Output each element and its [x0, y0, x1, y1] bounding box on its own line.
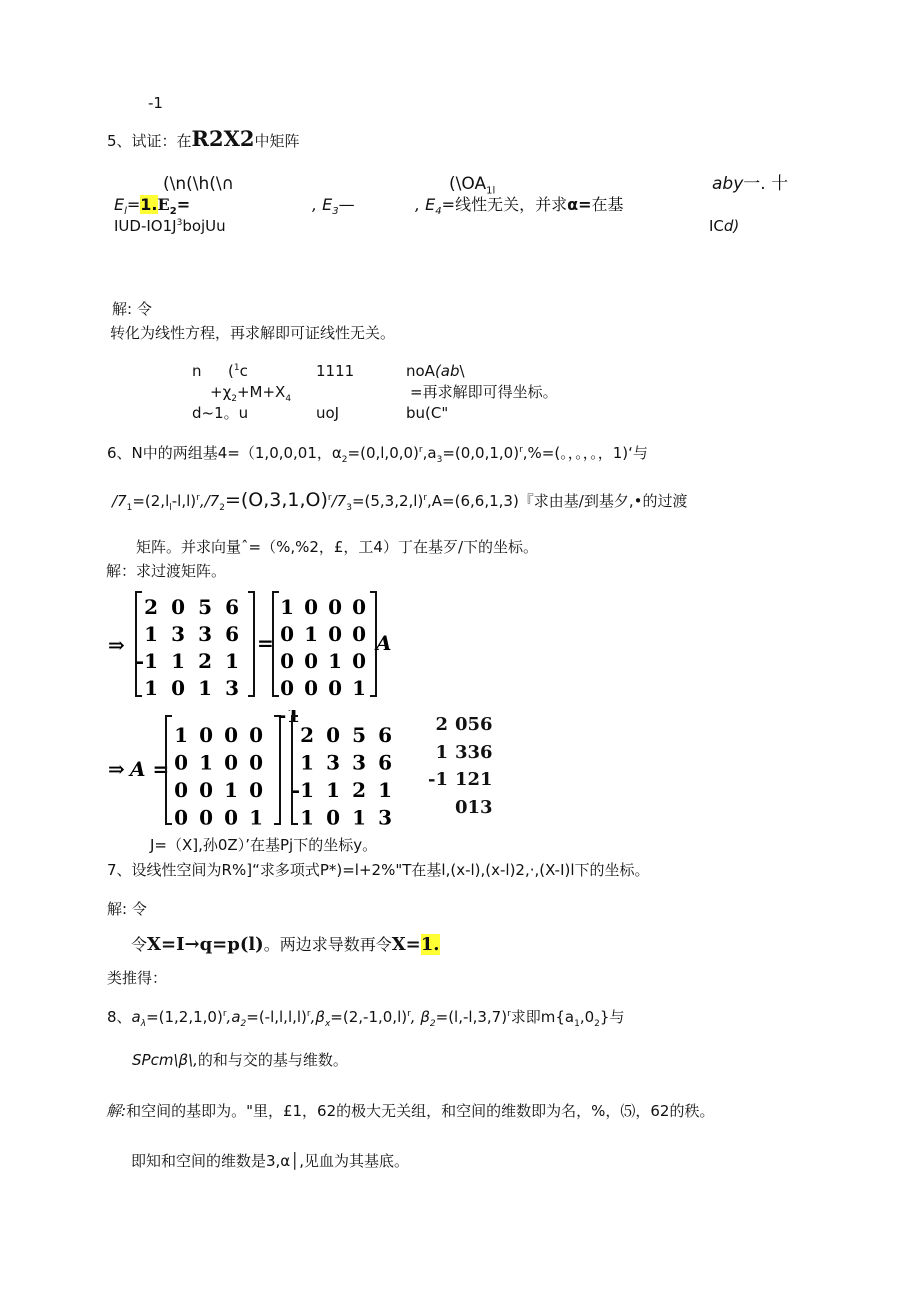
text: \: [459, 362, 465, 380]
text: λ: [140, 1019, 147, 1029]
matrix-cell: 3: [326, 750, 340, 775]
matrix-cell: 0: [352, 622, 366, 646]
matrix-cell: 1: [300, 805, 314, 828]
text: (: [228, 362, 234, 380]
matrix-cell: 3: [352, 750, 366, 775]
matrix-cell: 1: [328, 649, 342, 673]
matrix-cell: 0: [171, 595, 185, 619]
text: c: [239, 362, 248, 380]
matrix-cell: 0: [352, 595, 366, 619]
bracket: [273, 592, 279, 696]
text: R2X2: [191, 126, 255, 151]
text: , β: [410, 1008, 430, 1026]
text: 1: [233, 363, 240, 373]
text: 在基: [591, 195, 624, 214]
bracket: [292, 716, 298, 824]
text: r: [306, 1009, 311, 1019]
text: 的和与交的基与维数。: [197, 1051, 348, 1069]
text: 1: [574, 1019, 580, 1029]
text: =(2,-1,0,l): [330, 1008, 408, 1026]
matrix-cell: 5: [198, 595, 212, 619]
matrix-cell: 1: [144, 676, 158, 700]
matrix-cell: 0: [280, 649, 294, 673]
solution-8-line1: [106, 1102, 714, 1120]
text: 3: [346, 503, 352, 513]
matrix-cell: 0: [304, 676, 318, 700]
matrix-cell: -1: [291, 778, 314, 802]
eq-row3-a: d~1。u: [192, 404, 249, 422]
matrix-cell: 2: [144, 595, 158, 619]
text: =: [126, 195, 141, 214]
text: 4: [285, 394, 292, 404]
eq-row1-c: 1111: [316, 362, 355, 380]
side-column-cell: 121: [455, 769, 493, 790]
text: 中矩阵: [254, 132, 300, 150]
eq-row3-c: bu(C": [406, 404, 449, 422]
matrix-cell: 6: [378, 723, 392, 747]
bracket: [274, 716, 280, 824]
solution-7-induction: 类推得：: [107, 969, 168, 987]
text: r: [196, 493, 200, 503]
side-column-cell: 1: [435, 741, 448, 763]
matrix-cell: 1: [352, 676, 366, 700]
matrix-equation-2-svg: [108, 710, 408, 828]
text: 8、: [107, 1008, 132, 1026]
inverse-superscript: -1: [278, 710, 301, 727]
text: =: [176, 195, 191, 214]
text: bojUu: [182, 217, 226, 235]
matrix-cell: 0: [224, 750, 238, 775]
text: r: [327, 493, 332, 503]
matrix-m3: [174, 723, 263, 828]
matrix-A-label: A =: [130, 757, 170, 781]
text: ,%=(。，。，。，1)‘与: [522, 444, 648, 462]
matrix-equation-1: [108, 588, 408, 704]
matrix-m4: [292, 723, 392, 828]
text: =(-l,l,l,l): [246, 1008, 307, 1026]
text: =(1,2,1,0): [146, 1008, 223, 1026]
matrix-cell: 0: [174, 778, 188, 802]
matrix-cell: 0: [171, 676, 185, 700]
matrix-cell: 1: [300, 750, 314, 775]
matrix-cell: 0: [352, 649, 366, 673]
eq-row2-text: =再求解即可得坐标。: [410, 383, 558, 401]
text: , E: [312, 195, 333, 214]
text: r: [407, 1009, 411, 1019]
text: α=: [567, 195, 592, 214]
problem-5-heading: [107, 126, 300, 151]
text: /7: [331, 492, 347, 510]
matrix-cell: 6: [378, 750, 392, 775]
text: 2: [341, 455, 348, 465]
matrix-cell: 2: [300, 723, 314, 747]
text: ,A=(6,6,1,3)『求由基/到基夕,•的过渡: [427, 492, 688, 510]
text: 2: [231, 394, 237, 404]
text: 令: [131, 935, 148, 954]
side-column-cell: -1: [428, 769, 448, 790]
matrix-cell: 3: [171, 622, 185, 646]
matrix-cell: 2: [352, 778, 366, 802]
text: r: [222, 1009, 227, 1019]
problem-6-line2: [112, 489, 687, 514]
implies-symbol: ⇒: [108, 757, 125, 781]
bracket: [136, 592, 142, 696]
text: 2: [240, 1019, 247, 1029]
text: -l,l): [171, 492, 197, 510]
matrix-cell: 1: [198, 676, 212, 700]
text: 3: [176, 218, 183, 228]
text: 求即m{a: [510, 1008, 575, 1026]
matrix-cell: -1: [135, 649, 158, 673]
text: (\OA: [449, 174, 487, 194]
matrix-cell: 0: [224, 805, 238, 828]
matrix-cell: 0: [304, 595, 318, 619]
text: l: [169, 503, 172, 513]
solution-7-derivative: [131, 934, 440, 956]
problem-8-line2: [132, 1051, 348, 1069]
text: =(l,-l,3,7): [435, 1008, 508, 1026]
matrix-cell: 1: [174, 723, 188, 747]
text: d): [723, 217, 740, 235]
text: =(O,3,1,O): [224, 489, 328, 511]
text: 2: [219, 503, 225, 513]
text: ,a: [422, 444, 437, 462]
text: aby: [712, 174, 744, 194]
matrix-cell: 0: [199, 778, 213, 802]
text: IC: [709, 217, 724, 235]
text: 2: [429, 1019, 436, 1029]
text: =(2,l: [132, 492, 170, 510]
matrix-cell: 5: [352, 723, 366, 747]
text: 1l: [486, 185, 496, 197]
bracket: [248, 592, 254, 696]
side-column-cell: 013: [455, 796, 493, 818]
eq-row1-b: [228, 362, 248, 380]
solution-6-coord: J=（X],孙0Z）’在基Pj下的坐标y。: [150, 836, 378, 854]
matrix-cell: 0: [174, 750, 188, 775]
matrix-cell: 1: [225, 649, 239, 673]
text: ,a: [226, 1008, 241, 1026]
text: 3: [436, 455, 443, 465]
matrix-equation-2: [108, 710, 408, 832]
equals-sign: =: [257, 631, 274, 655]
matrix-cell: 1: [378, 778, 392, 802]
matrix-cell: 1: [352, 805, 366, 828]
text: x: [324, 1019, 331, 1029]
text: ,0: [579, 1008, 595, 1026]
text: r: [423, 493, 428, 503]
problem-6-line3: 矩阵。并求向量ˆ=（%,%2，£，工4）丁在基歹/下的坐标。: [136, 538, 539, 556]
eq-row2: [210, 383, 291, 405]
side-column-1: [420, 711, 448, 821]
matrix-cell: 1: [249, 805, 263, 828]
text: 3: [332, 206, 339, 218]
matrix-cell: 1: [171, 649, 185, 673]
matrix-cell: 0: [326, 805, 340, 828]
matrix-cell: 0: [249, 778, 263, 802]
matrix-m2: [280, 595, 366, 700]
matrix-cell: 0: [174, 805, 188, 828]
matrix-cell: 0: [199, 805, 213, 828]
text: 5、试证：在: [107, 132, 192, 150]
matrix-cell: 0: [326, 723, 340, 747]
matrix-cell: 1: [304, 622, 318, 646]
solution-6-heading: 解：求过渡矩阵。: [106, 562, 227, 580]
matrix-equation-1-svg: [108, 588, 408, 700]
text: E: [157, 195, 170, 214]
matrix-alpha-bottom: [709, 217, 739, 235]
side-column-cell: 2: [435, 714, 448, 735]
text: 和空间的基即为。"里，£1，62的极大无关组，和空间的维数即为名，%，⑸，62的秩。: [126, 1102, 715, 1120]
text: r: [418, 445, 423, 455]
matrix-cell: 0: [199, 723, 213, 747]
text: ,/7: [199, 492, 220, 510]
line-minus-one: -1: [148, 94, 163, 112]
matrix-row-bottom: [114, 217, 226, 235]
matrix-cell: 6: [225, 622, 239, 646]
text: ,β: [310, 1008, 325, 1026]
text: , E: [415, 195, 436, 214]
matrix-cell: 1: [326, 778, 340, 802]
matrix-A-label: A: [376, 631, 392, 655]
text: =线性无关，并求: [441, 195, 568, 214]
solution-8-line2: 即知和空间的维数是3,α│,见血为其基底。: [131, 1152, 409, 1170]
text: r: [519, 445, 523, 455]
eq-row1-d: [406, 362, 465, 380]
text: (ab: [434, 362, 460, 380]
text: 4: [435, 206, 442, 218]
matrix-cell: 1: [280, 595, 294, 619]
matrix-cell: 0: [280, 676, 294, 700]
matrix-cell: 3: [378, 805, 392, 828]
solution-7-let: 解: 令: [107, 900, 147, 918]
text: 解:: [106, 1102, 127, 1120]
matrix-alpha-top: [712, 174, 788, 194]
matrix-cell: 6: [225, 595, 239, 619]
text: 2: [169, 206, 177, 218]
text: a: [131, 1008, 141, 1026]
text: +M+X: [236, 383, 286, 401]
problem-8-line1: [107, 1008, 624, 1030]
side-column-cell: 056: [455, 714, 493, 735]
matrix-cell: 1: [199, 750, 213, 775]
text: X=I→q=p(l): [147, 934, 264, 955]
problem-7: 7、设线性空间为R%]“求多项式P*)=l+2%"T在基l,(x-l),(x-l)2,·,(X-I)l下的坐标。: [107, 861, 650, 879]
side-column-cell: [420, 794, 448, 822]
matrix-cell: 1: [144, 622, 158, 646]
text: IUD-IO1J: [114, 217, 177, 235]
matrix-cell: 2: [198, 649, 212, 673]
highlight: 1.: [140, 195, 158, 214]
matrix-names-row: [114, 195, 190, 218]
problem-6-line1: [107, 444, 648, 466]
text: 2: [594, 1019, 600, 1029]
highlight: 1.: [420, 934, 440, 955]
text: 1: [126, 503, 133, 513]
matrix-cell: 0: [249, 750, 263, 775]
matrix-e3: [312, 195, 355, 218]
text: r: [507, 1009, 511, 1019]
text: 6、N中的两组基4=（1,0,0,01，α: [107, 444, 342, 462]
text: SPcm\β\,: [132, 1051, 198, 1069]
matrix-cell: 0: [280, 622, 294, 646]
side-column-2: [455, 711, 493, 821]
text: E: [114, 195, 125, 214]
text: =(0,0,1,0): [442, 444, 520, 462]
matrix-cell: 0: [328, 676, 342, 700]
eq-row3-b: uoJ: [316, 404, 340, 422]
matrix-e4: [415, 195, 624, 218]
side-column-cell: 336: [455, 741, 493, 763]
matrix-cell: 1: [224, 778, 238, 802]
solution-5-let: 解: 令: [112, 300, 152, 318]
implies-symbol: ⇒: [108, 633, 125, 657]
solution-5-text: 转化为线性方程，再求解即可证线性无关。: [110, 324, 396, 342]
matrix-row-top: (\n(\h(\∩: [163, 174, 235, 194]
matrix-cell: 0: [224, 723, 238, 747]
text: /7: [112, 492, 127, 510]
text: —: [338, 195, 355, 214]
matrix-cell: 3: [198, 622, 212, 646]
text: }与: [599, 1008, 625, 1026]
text: X=: [391, 934, 421, 955]
text: +χ: [210, 383, 232, 401]
matrix-cell: 0: [328, 595, 342, 619]
text: =(0,l,0,0): [347, 444, 419, 462]
matrix-row-top-right: [449, 174, 495, 197]
matrix-m1: [136, 595, 239, 700]
matrix-cell: 0: [304, 649, 318, 673]
matrix-cell: 3: [225, 676, 239, 700]
text: =(5,3,2,l): [351, 492, 424, 510]
text: 。两边求导数再令: [263, 935, 392, 954]
text: noA: [406, 362, 435, 380]
text: 一. 十: [743, 174, 789, 194]
matrix-cell: 0: [328, 622, 342, 646]
matrix-cell: 0: [249, 723, 263, 747]
text: l: [124, 206, 127, 218]
eq-row1-a: n: [192, 362, 202, 380]
